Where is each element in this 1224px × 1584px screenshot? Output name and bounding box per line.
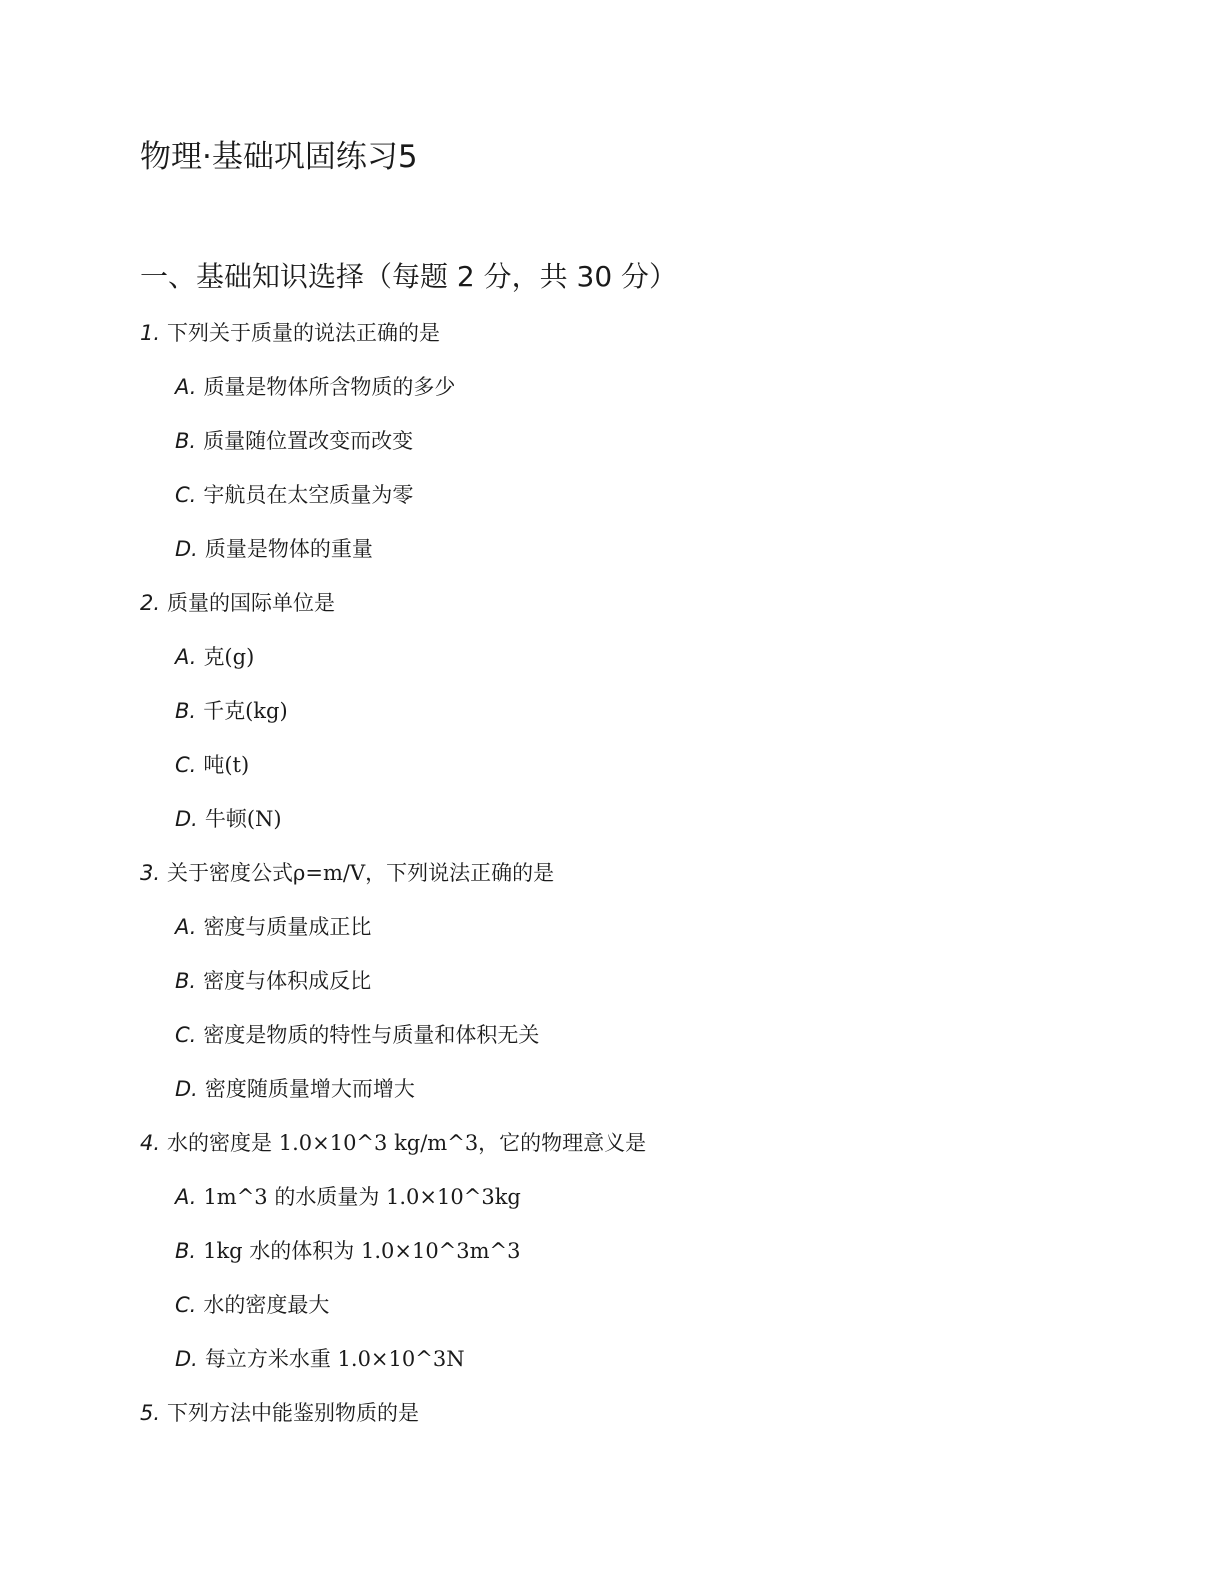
question-number: 2. xyxy=(140,591,161,615)
option-text: 质量是物体所含物质的多少 xyxy=(203,375,456,399)
question-4 xyxy=(140,1128,646,1158)
option-text: 每立方米水重 1.0×10^3N xyxy=(204,1347,465,1371)
option-text: 密度是物质的特性与质量和体积无关 xyxy=(203,1023,540,1047)
question-text: 下列关于质量的说法正确的是 xyxy=(167,321,441,345)
question-2-option-c xyxy=(175,750,249,780)
option-text: 牛顿(N) xyxy=(204,807,282,831)
option-letter: D. xyxy=(175,1077,198,1101)
option-letter: C. xyxy=(175,753,197,777)
option-letter: C. xyxy=(175,1023,197,1047)
option-letter: B. xyxy=(175,429,197,453)
question-2 xyxy=(140,588,335,618)
question-3-option-c xyxy=(175,1020,539,1050)
question-4-option-a xyxy=(175,1182,521,1212)
question-text: 水的密度是 1.0×10^3 kg/m^3，它的物理意义是 xyxy=(167,1131,647,1155)
option-text: 克(g) xyxy=(203,645,255,669)
question-2-option-b xyxy=(175,696,288,726)
question-4-option-c xyxy=(175,1290,329,1320)
document-title: 物理·基础巩固练习5 xyxy=(140,139,418,175)
option-letter: B. xyxy=(175,969,197,993)
question-1-option-c xyxy=(175,480,413,510)
question-3-option-a xyxy=(175,912,371,942)
option-text: 千克(kg) xyxy=(203,699,288,723)
question-1 xyxy=(140,318,440,348)
option-text: 密度随质量增大而增大 xyxy=(204,1077,415,1101)
question-1-option-b xyxy=(175,426,413,456)
question-number: 3. xyxy=(140,861,161,885)
question-5 xyxy=(140,1398,419,1428)
question-number: 1. xyxy=(140,321,161,345)
option-letter: A. xyxy=(175,375,197,399)
option-letter: D. xyxy=(175,1347,198,1371)
question-3-option-d xyxy=(175,1074,415,1104)
question-number: 4. xyxy=(140,1131,161,1155)
question-1-option-d xyxy=(175,534,373,564)
option-letter: C. xyxy=(175,1293,197,1317)
option-text: 宇航员在太空质量为零 xyxy=(203,483,414,507)
option-text: 1m^3 的水质量为 1.0×10^3kg xyxy=(203,1185,521,1209)
option-text: 密度与体积成反比 xyxy=(203,969,372,993)
question-text: 质量的国际单位是 xyxy=(167,591,336,615)
option-text: 质量是物体的重量 xyxy=(204,537,373,561)
option-letter: D. xyxy=(175,807,198,831)
question-2-option-d xyxy=(175,804,282,834)
option-letter: A. xyxy=(175,1185,197,1209)
section-heading: 一、基础知识选择（每题 2 分，共 30 分） xyxy=(140,260,678,293)
question-4-option-b xyxy=(175,1236,521,1266)
question-text: 下列方法中能鉴别物质的是 xyxy=(167,1401,420,1425)
option-letter: B. xyxy=(175,1239,197,1263)
option-letter: C. xyxy=(175,483,197,507)
question-4-option-d xyxy=(175,1344,465,1374)
question-number: 5. xyxy=(140,1401,161,1425)
option-letter: A. xyxy=(175,915,197,939)
option-letter: B. xyxy=(175,699,197,723)
question-1-option-a xyxy=(175,372,455,402)
option-text: 吨(t) xyxy=(203,753,250,777)
option-text: 质量随位置改变而改变 xyxy=(203,429,414,453)
option-text: 密度与质量成正比 xyxy=(203,915,372,939)
option-text: 水的密度最大 xyxy=(203,1293,330,1317)
option-letter: A. xyxy=(175,645,197,669)
option-text: 1kg 水的体积为 1.0×10^3m^3 xyxy=(203,1239,521,1263)
question-3 xyxy=(140,858,554,888)
question-text: 关于密度公式ρ=m/V，下列说法正确的是 xyxy=(167,861,555,885)
option-letter: D. xyxy=(175,537,198,561)
question-3-option-b xyxy=(175,966,371,996)
question-2-option-a xyxy=(175,642,254,672)
